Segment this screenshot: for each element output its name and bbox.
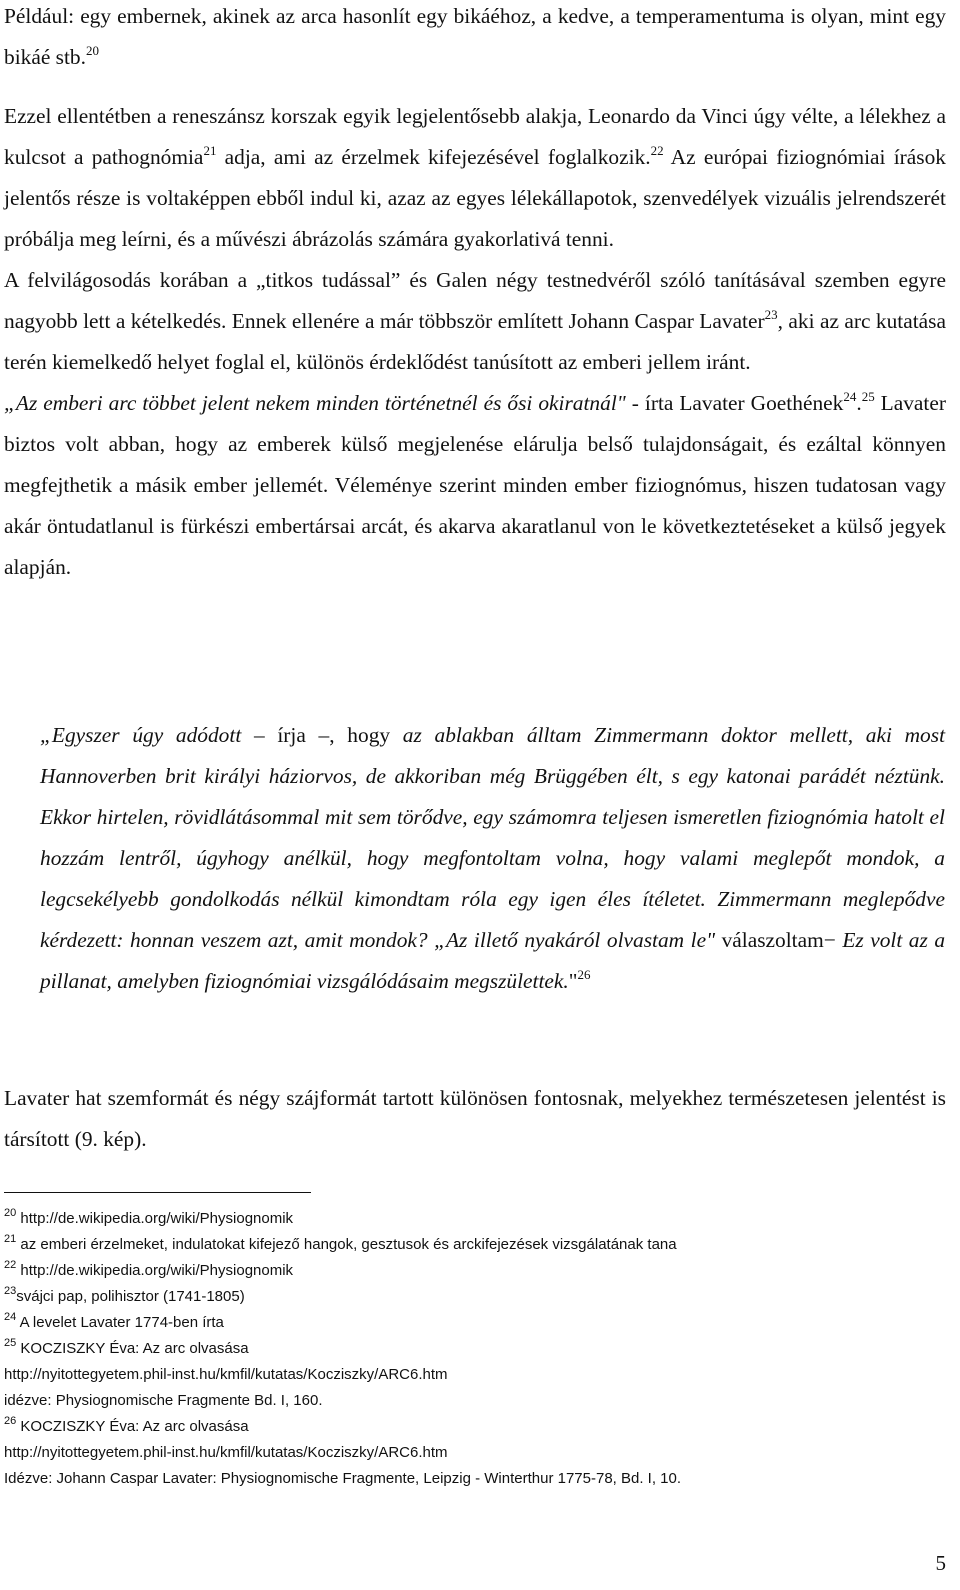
footnote-ref: 22 (650, 143, 664, 158)
paragraph-2-text-a: Ezzel ellentétben a reneszánsz korszak egyik legjelentősebb alakja, Leonardo da Vinci úgy vélte, a lélekhez a kulcsot a pathognómia (4, 104, 946, 169)
footnote-item (4, 1336, 946, 1362)
paragraph-1 (4, 0, 946, 78)
block-quote (40, 715, 945, 1002)
footnote-text: Idézve: Johann Caspar Lavater: Physiognomische Fragmente, Leipzig - Winterthur 1775-78, Bd. I, 10. (4, 1470, 682, 1487)
footnote-number: 22 (4, 1259, 17, 1271)
quote-part-3: az ablakban álltam Zimmermann doktor mellett, aki most Hannoverben brit királyi háziorvos, de akkoriban még Brüggében élt, s egy katonai parádét néztünk. Ekkor hirtelen, rövidlátásommal mit sem törődve, egy számomra teljesen ismeretlen fiziognómia hatolt el hozzám lentről, úgyhogy anélkül, hogy megfontoltam volna, hogy valami meglepőt mondok, a legcsekélyebb gondolkodás nélkül kimondtam róla egy igen éles ítéletet. Zimmermann meglepődve kérdezett: honnan veszem azt, amit mondok? „Az illető nyakáról olvastam le" (40, 723, 946, 952)
footnote-ref: 23 (764, 307, 778, 322)
footnote-text: az emberi érzelmeket, indulatokat kifejező hangok, gesztusok és arckifejezések vizsgálatának tana (16, 1236, 677, 1253)
paragraph-4-text-b: Lavater biztos volt abban, hogy az emberek külső megjelenése elárulja belső tulajdonságait, és ezáltal könnyen megfejthetik a másik ember jellemét. Véleménye szerint minden ember fiziognómus, hiszen tudatosan vagy akár öntudatlanul is fürkészi embertársai arcát, és akarva akaratlanul von le következtetéseket a külső jegyek alapján. (4, 391, 946, 579)
paragraph-3-text-a: A felvilágosodás korában a „titkos tudással” és Galen négy testnedvéről szóló tanításával szemben egyre nagyobb lett a kételkedés. Ennek ellenére a már többször említett Johann Caspar Lavater (4, 268, 946, 333)
footnote-separator (4, 1192, 311, 1193)
footnote-item (4, 1440, 946, 1466)
footnote-item (4, 1414, 946, 1440)
paragraph-2 (4, 96, 946, 260)
footnote-text: KOCZISZKY Éva: Az arc olvasása (16, 1418, 249, 1435)
footnote-number: 24 (4, 1311, 17, 1323)
paragraph-2-text-c: Az európai fiziognómiai írások jelentős része is voltaképpen ebből indul ki, azaz az egyes lélekállapotok, szenvedélyek vizuális jelrendszerét próbálja meg leírni, és a művészi ábrázolás számára gyakorlativá tenni. (4, 145, 946, 251)
quote-part-2: írja –, hogy (277, 723, 403, 747)
footnote-number: 23 (4, 1285, 17, 1297)
footnote-item (4, 1388, 946, 1414)
footnote-text: http://de.wikipedia.org/wiki/Physiognomik (16, 1262, 294, 1279)
paragraph-3-text-b: , aki az arc kutatása terén kiemelkedő helyet foglal el, különös érdeklődést tanúsított az emberi jellem iránt. (4, 309, 946, 374)
footnote-ref: 26 (577, 967, 591, 982)
footnote-item (4, 1258, 946, 1284)
footnote-number: 26 (4, 1415, 17, 1427)
quote-part-5: Ez volt az a pillanat, amelyben fiziognómiai vizsgálódásaim megszülettek. (40, 928, 946, 993)
footnote-number: 20 (4, 1207, 17, 1219)
footnote-number: 21 (4, 1233, 17, 1245)
quote-dash: – (241, 723, 278, 747)
footnote-text: svájci pap, polihisztor (1741-1805) (16, 1288, 245, 1305)
quote-part-4: válaszoltam− (715, 928, 843, 952)
page-number: 5 (935, 1551, 946, 1575)
paragraph-2-text-b: adja, ami az érzelmek kifejezésével foglalkozik. (216, 145, 651, 169)
footnote-text: A levelet Lavater 1774-ben írta (16, 1314, 224, 1331)
footnote-item (4, 1206, 946, 1232)
body-text-top (4, 0, 946, 588)
footnote-text: idézve: Physiognomische Fragmente Bd. I, 160. (4, 1392, 323, 1409)
footnote-item (4, 1310, 946, 1336)
footnotes (4, 1206, 946, 1492)
lavater-quote-short: „Az emberi arc többet jelent nekem minden történetnél és ősi okiratnál" (4, 391, 626, 415)
footnote-number: 25 (4, 1337, 17, 1349)
paragraph-4 (4, 383, 946, 588)
footnote-text: KOCZISZKY Éva: Az arc olvasása (16, 1340, 249, 1357)
footnote-text: http://de.wikipedia.org/wiki/Physiognomik (16, 1210, 294, 1227)
footnote-ref: 20 (85, 43, 99, 58)
footnote-item (4, 1284, 946, 1310)
footnote-text: http://nyitottegyetem.phil-inst.hu/kmfil/kutatas/Kocziszky/ARC6.htm (4, 1366, 448, 1383)
closing-paragraph (4, 1078, 946, 1160)
closing-text: Lavater hat szemformát és négy szájformát tartott különösen fontosnak, melyekhez természetesen jelentést is társított (9. kép). (4, 1086, 946, 1151)
paragraph-4-text-a: - írta Lavater Goethének (625, 391, 844, 415)
footnote-ref: 24 (843, 389, 857, 404)
footnote-item (4, 1466, 946, 1492)
paragraph-3 (4, 260, 946, 383)
footnote-ref: 25 (861, 389, 875, 404)
footnote-text: http://nyitottegyetem.phil-inst.hu/kmfil/kutatas/Kocziszky/ARC6.htm (4, 1444, 448, 1461)
paragraph-1-text: Például: egy embernek, akinek az arca hasonlít egy bikáéhoz, a kedve, a temperamentuma is olyan, mint egy bikáé stb. (4, 4, 946, 69)
footnote-item (4, 1232, 946, 1258)
quote-close: " (568, 969, 578, 993)
footnote-ref: 21 (203, 143, 217, 158)
footnote-item (4, 1362, 946, 1388)
block-quote-text (40, 715, 945, 1002)
quote-part-1: „Egyszer úgy adódott (40, 723, 242, 747)
paragraph-4-dot: . (856, 391, 862, 415)
